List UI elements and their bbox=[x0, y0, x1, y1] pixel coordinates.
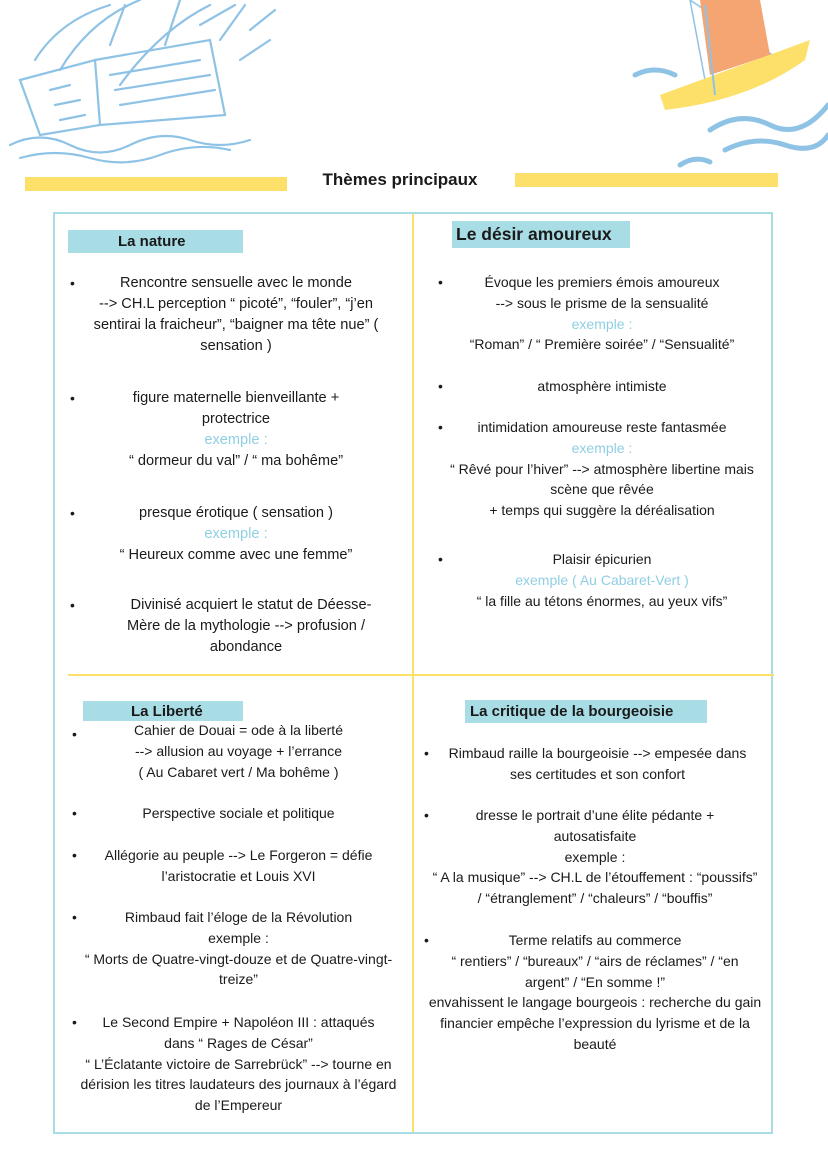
bullet-icon: • bbox=[438, 378, 443, 394]
liberte-item-2: • Perspective sociale et politique bbox=[66, 803, 411, 824]
nature-item-3: • presque érotique ( sensation ) exemple : “ Heureux comme avec une femme” bbox=[70, 505, 353, 563]
desir-item-3: • intimidation amoureuse reste fantasmée exemple : “ Rêvé pour l’hiver” --> atmosphère libertine mais scène que rêvée + temps qui suggère la déréalisation bbox=[438, 419, 754, 519]
title-bar-left bbox=[25, 177, 287, 191]
bourgeoisie-item-2: • dresse le portrait d’une élite pédante + autosatisfaite exemple : “ A la musique” --> CH.L de l’étouffement : “poussifs” / “étranglement” / “chaleurs” / “bouffis” bbox=[424, 807, 758, 907]
bullet-icon: • bbox=[424, 745, 429, 761]
bullet-icon: • bbox=[438, 551, 443, 567]
sailing-ship-illustration bbox=[0, 0, 290, 165]
bullet-icon: • bbox=[424, 807, 429, 823]
desir-item-1: • Évoque les premiers émois amoureux --> sous le prisme de la sensualité exemple : “Roman” / “ Première soirée” / “Sensualité” bbox=[438, 274, 735, 353]
liberte-item-4: • Rimbaud fait l’éloge de la Révolution exemple : “ Morts de Quatre-vingt-douze et de Quatre-vingt- treize” bbox=[72, 909, 393, 988]
bourgeoisie-item-1: • Rimbaud raille la bourgeoisie --> empesée dans ses certitudes et son confort bbox=[424, 745, 747, 782]
sailboat-illustration bbox=[630, 0, 828, 170]
bullet-icon: • bbox=[72, 726, 77, 742]
bullet-icon: • bbox=[70, 505, 75, 521]
bullet-icon: • bbox=[72, 847, 77, 863]
section-title-liberte: La Liberté bbox=[83, 701, 243, 721]
bourgeoisie-item-3: • Terme relatifs au commerce “ rentiers” / “bureaux” / “airs de réclames” / “en argent” / “En somme !” envahissent le langage bourgeois : recherche du gain financier empêche l’expression du lyrisme et de la beauté bbox=[424, 932, 762, 1052]
page-title: Thèmes principaux bbox=[322, 170, 478, 189]
title-bar-right bbox=[515, 173, 778, 187]
bullet-icon: • bbox=[70, 390, 75, 406]
horizontal-divider bbox=[68, 674, 774, 676]
nature-item-4: • Divinisé acquiert le statut de Déesse- Mère de la mythologie --> profusion / abondance bbox=[70, 597, 372, 655]
bullet-icon: • bbox=[70, 275, 75, 291]
section-title-desir: Le désir amoureux bbox=[452, 221, 630, 248]
desir-item-4: • Plaisir épicurien exemple ( Au Cabaret-Vert ) “ la fille au tétons énormes, au yeux vifs” bbox=[438, 551, 728, 609]
liberte-item-5: • Le Second Empire + Napoléon III : attaqués dans “ Rages de César” “ L’Éclatante victoire de Sarrebrück” --> tourne en dérision les titres laudateurs des journaux à l’égard de l’Empereur bbox=[72, 1014, 397, 1114]
section-title-bourgeoisie: La critique de la bourgeoisie bbox=[465, 700, 707, 723]
bullet-icon: • bbox=[72, 805, 77, 821]
nature-item-1: • Rencontre sensuelle avec le monde --> CH.L perception “ picoté”, “fouler”, “j’en sentirai la fraicheur”, “baigner ma tête nue” ( sensation ) bbox=[70, 275, 379, 354]
liberte-item-3: • Allégorie au peuple --> Le Forgeron = défie l’aristocratie et Louis XVI bbox=[72, 847, 373, 884]
bullet-icon: • bbox=[438, 419, 443, 435]
desir-item-2: • atmosphère intimiste bbox=[432, 376, 772, 397]
bullet-icon: • bbox=[70, 597, 75, 613]
liberte-item-1: • Cahier de Douai = ode à la liberté --> allusion au voyage + l’errance ( Au Cabaret vert / Ma bohême ) bbox=[72, 722, 343, 780]
bullet-icon: • bbox=[424, 932, 429, 948]
section-title-nature: La nature bbox=[68, 230, 243, 253]
bullet-icon: • bbox=[72, 909, 77, 925]
bullet-icon: • bbox=[72, 1014, 77, 1030]
nature-item-2: • figure maternelle bienveillante + protectrice exemple : “ dormeur du val” / “ ma bohême” bbox=[70, 390, 344, 469]
bullet-icon: • bbox=[438, 274, 443, 290]
